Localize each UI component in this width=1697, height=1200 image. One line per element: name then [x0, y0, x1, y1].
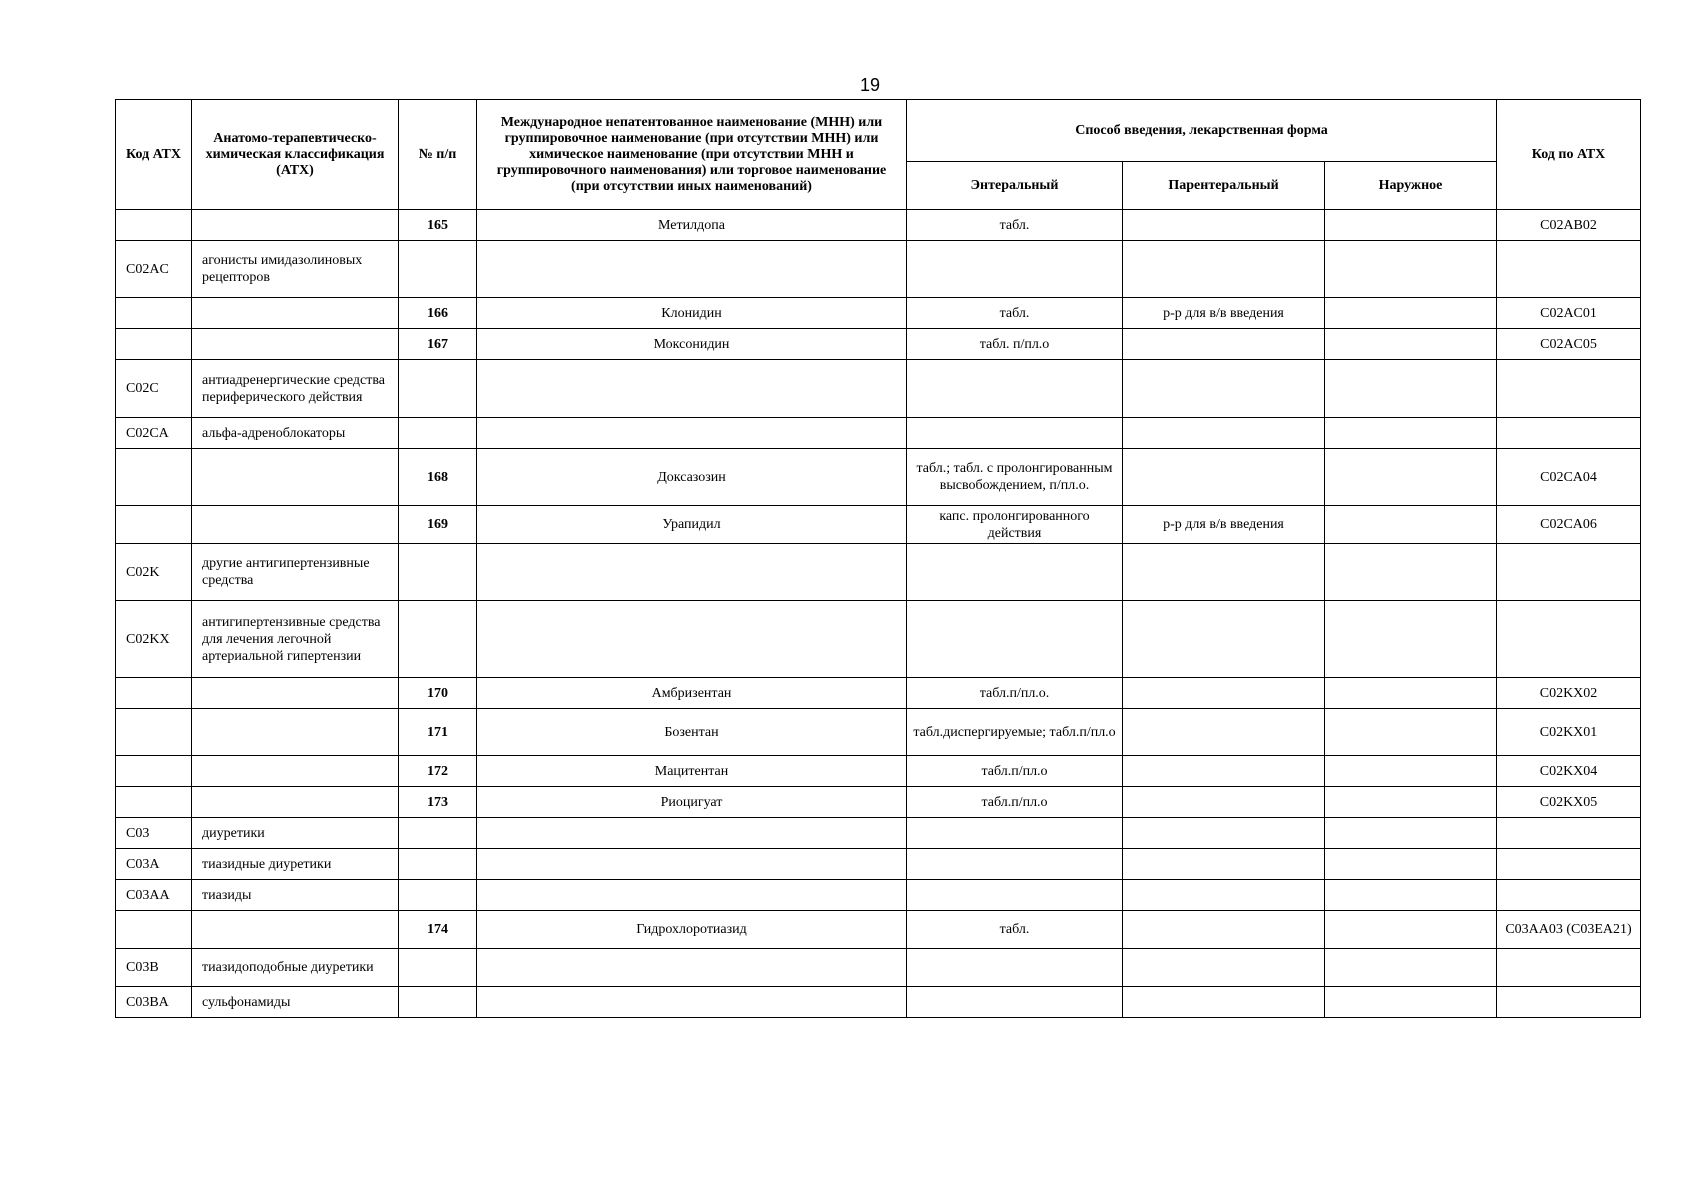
cell-enteral [907, 987, 1123, 1018]
cell-code [116, 756, 192, 787]
cell-atx [1497, 241, 1641, 298]
cell-code: C03 [116, 818, 192, 849]
cell-external [1325, 911, 1497, 949]
cell-parenteral: р-р для в/в введения [1123, 298, 1325, 329]
table-row [116, 987, 1641, 1018]
cell-class: тиазидоподобные диуретики [192, 949, 399, 987]
cell-name [477, 849, 907, 880]
cell-atx [1497, 987, 1641, 1018]
cell-num: 168 [399, 449, 477, 506]
cell-atx: C02KX05 [1497, 787, 1641, 818]
cell-parenteral [1123, 678, 1325, 709]
cell-external [1325, 987, 1497, 1018]
cell-name [477, 818, 907, 849]
cell-external [1325, 949, 1497, 987]
cell-name: Клонидин [477, 298, 907, 329]
header-name: Международное непатентованное наименование (МНН) или группировочное наименование (при отсутствии МНН) или химическое наименование (при отсутствии МНН и группировочного наименования) или торговое наименование (при отсутствии иных наименований) [477, 100, 907, 210]
cell-class: диуретики [192, 818, 399, 849]
cell-external [1325, 506, 1497, 544]
cell-parenteral [1123, 601, 1325, 678]
cell-num [399, 601, 477, 678]
cell-parenteral [1123, 210, 1325, 241]
header-enteral: Энтеральный [907, 162, 1123, 210]
cell-num [399, 360, 477, 418]
table-row [116, 678, 1641, 709]
cell-code: C03A [116, 849, 192, 880]
cell-num: 170 [399, 678, 477, 709]
table-row [116, 818, 1641, 849]
cell-parenteral [1123, 849, 1325, 880]
header-classification: Анатомо-терапевтическо-химическая классификация (АТХ) [192, 100, 399, 210]
cell-external [1325, 360, 1497, 418]
cell-name: Моксонидин [477, 329, 907, 360]
cell-atx: C02CA04 [1497, 449, 1641, 506]
cell-atx [1497, 418, 1641, 449]
cell-name: Гидрохлоротиазид [477, 911, 907, 949]
cell-parenteral [1123, 987, 1325, 1018]
cell-enteral [907, 241, 1123, 298]
cell-external [1325, 210, 1497, 241]
table-row [116, 949, 1641, 987]
table-row [116, 601, 1641, 678]
cell-code [116, 709, 192, 756]
cell-external [1325, 787, 1497, 818]
table-row [116, 544, 1641, 601]
cell-code [116, 298, 192, 329]
header-num: № п/п [399, 100, 477, 210]
cell-class [192, 787, 399, 818]
cell-name [477, 418, 907, 449]
cell-atx [1497, 849, 1641, 880]
cell-class [192, 709, 399, 756]
cell-class [192, 678, 399, 709]
header-external: Наружное [1325, 162, 1497, 210]
table-row [116, 880, 1641, 911]
cell-class: антигипертензивные средства для лечения легочной артериальной гипертензии [192, 601, 399, 678]
cell-code [116, 449, 192, 506]
cell-name: Бозентан [477, 709, 907, 756]
cell-parenteral: р-р для в/в введения [1123, 506, 1325, 544]
cell-class: другие антигипертензивные средства [192, 544, 399, 601]
header-code-atx: Код АТХ [116, 100, 192, 210]
cell-num: 166 [399, 298, 477, 329]
cell-class: альфа-адреноблокаторы [192, 418, 399, 449]
cell-enteral [907, 880, 1123, 911]
cell-name [477, 601, 907, 678]
table-row [116, 849, 1641, 880]
cell-atx: C02KX04 [1497, 756, 1641, 787]
cell-atx: C02KX01 [1497, 709, 1641, 756]
cell-num [399, 880, 477, 911]
cell-num: 169 [399, 506, 477, 544]
cell-code [116, 210, 192, 241]
cell-code: C02C [116, 360, 192, 418]
cell-atx [1497, 880, 1641, 911]
cell-external [1325, 449, 1497, 506]
cell-parenteral [1123, 949, 1325, 987]
cell-num: 167 [399, 329, 477, 360]
cell-atx: C02AC05 [1497, 329, 1641, 360]
cell-name [477, 949, 907, 987]
cell-enteral: табл.диспергируемые; табл.п/пл.о [907, 709, 1123, 756]
cell-code: C02KX [116, 601, 192, 678]
table-body [116, 210, 1641, 1018]
table-row [116, 241, 1641, 298]
cell-num [399, 987, 477, 1018]
cell-enteral: табл.п/пл.о [907, 787, 1123, 818]
cell-parenteral [1123, 756, 1325, 787]
table-row [116, 360, 1641, 418]
cell-code: C03AA [116, 880, 192, 911]
cell-external [1325, 678, 1497, 709]
cell-class [192, 756, 399, 787]
cell-num: 171 [399, 709, 477, 756]
cell-enteral: табл. п/пл.о [907, 329, 1123, 360]
cell-code: C03B [116, 949, 192, 987]
cell-name: Амбризентан [477, 678, 907, 709]
cell-external [1325, 241, 1497, 298]
cell-name [477, 241, 907, 298]
cell-name [477, 987, 907, 1018]
cell-class [192, 329, 399, 360]
table-row [116, 329, 1641, 360]
cell-enteral: табл. [907, 911, 1123, 949]
cell-enteral: табл. [907, 298, 1123, 329]
cell-enteral: табл.п/пл.о [907, 756, 1123, 787]
cell-name: Доксазозин [477, 449, 907, 506]
cell-enteral [907, 849, 1123, 880]
table-row [116, 449, 1641, 506]
cell-atx [1497, 360, 1641, 418]
cell-external [1325, 544, 1497, 601]
cell-class: тиазидные диуретики [192, 849, 399, 880]
cell-class: антиадренергические средства периферического действия [192, 360, 399, 418]
cell-num: 165 [399, 210, 477, 241]
cell-num [399, 418, 477, 449]
cell-atx: C02AC01 [1497, 298, 1641, 329]
cell-parenteral [1123, 360, 1325, 418]
cell-enteral: табл.; табл. с пролонгированным высвобождением, п/пл.о. [907, 449, 1123, 506]
cell-class: агонисты имидазолиновых рецепторов [192, 241, 399, 298]
table-row [116, 210, 1641, 241]
cell-enteral [907, 544, 1123, 601]
cell-name: Урапидил [477, 506, 907, 544]
cell-parenteral [1123, 449, 1325, 506]
cell-name [477, 360, 907, 418]
cell-code [116, 787, 192, 818]
cell-external [1325, 709, 1497, 756]
cell-parenteral [1123, 329, 1325, 360]
header-parenteral: Парентеральный [1123, 162, 1325, 210]
table-row [116, 756, 1641, 787]
cell-num: 174 [399, 911, 477, 949]
page-number: 19 [859, 75, 881, 95]
atx-table [115, 99, 1641, 1018]
cell-enteral: табл. [907, 210, 1123, 241]
cell-enteral: капс. пролонгированного действия [907, 506, 1123, 544]
cell-code [116, 329, 192, 360]
cell-code: C02CA [116, 418, 192, 449]
cell-external [1325, 880, 1497, 911]
cell-enteral [907, 360, 1123, 418]
cell-num [399, 818, 477, 849]
cell-class [192, 210, 399, 241]
cell-external [1325, 601, 1497, 678]
cell-name [477, 544, 907, 601]
table-row [116, 787, 1641, 818]
cell-atx: C02AB02 [1497, 210, 1641, 241]
cell-parenteral [1123, 544, 1325, 601]
cell-parenteral [1123, 818, 1325, 849]
cell-num [399, 241, 477, 298]
cell-code: C02K [116, 544, 192, 601]
cell-code [116, 911, 192, 949]
cell-atx: C03AA03 (C03EA21) [1497, 911, 1641, 949]
table-row [116, 709, 1641, 756]
cell-code: C03BA [116, 987, 192, 1018]
cell-atx [1497, 949, 1641, 987]
table-row [116, 911, 1641, 949]
cell-parenteral [1123, 787, 1325, 818]
cell-code [116, 678, 192, 709]
cell-external [1325, 756, 1497, 787]
cell-external [1325, 329, 1497, 360]
cell-external [1325, 298, 1497, 329]
cell-num [399, 544, 477, 601]
cell-parenteral [1123, 418, 1325, 449]
cell-parenteral [1123, 911, 1325, 949]
cell-name: Метилдопа [477, 210, 907, 241]
cell-atx [1497, 601, 1641, 678]
header-route-form: Способ введения, лекарственная форма [907, 100, 1497, 162]
cell-code [116, 506, 192, 544]
cell-class [192, 449, 399, 506]
cell-name: Мацитентан [477, 756, 907, 787]
cell-code: C02AC [116, 241, 192, 298]
cell-class [192, 911, 399, 949]
cell-enteral [907, 949, 1123, 987]
cell-atx: C02KX02 [1497, 678, 1641, 709]
cell-name: Риоцигуат [477, 787, 907, 818]
cell-class [192, 298, 399, 329]
cell-num [399, 849, 477, 880]
cell-parenteral [1123, 880, 1325, 911]
cell-class [192, 506, 399, 544]
cell-enteral [907, 418, 1123, 449]
cell-class: тиазиды [192, 880, 399, 911]
table-row [116, 506, 1641, 544]
cell-atx: C02CA06 [1497, 506, 1641, 544]
cell-external [1325, 418, 1497, 449]
cell-parenteral [1123, 709, 1325, 756]
cell-num: 172 [399, 756, 477, 787]
table-row [116, 418, 1641, 449]
cell-external [1325, 818, 1497, 849]
cell-external [1325, 849, 1497, 880]
cell-enteral [907, 818, 1123, 849]
cell-enteral [907, 601, 1123, 678]
cell-enteral: табл.п/пл.о. [907, 678, 1123, 709]
cell-atx [1497, 818, 1641, 849]
header-atx-code: Код по АТХ [1497, 100, 1641, 210]
cell-class: сульфонамиды [192, 987, 399, 1018]
cell-parenteral [1123, 241, 1325, 298]
table-row [116, 298, 1641, 329]
cell-num [399, 949, 477, 987]
cell-atx [1497, 544, 1641, 601]
cell-name [477, 880, 907, 911]
cell-num: 173 [399, 787, 477, 818]
